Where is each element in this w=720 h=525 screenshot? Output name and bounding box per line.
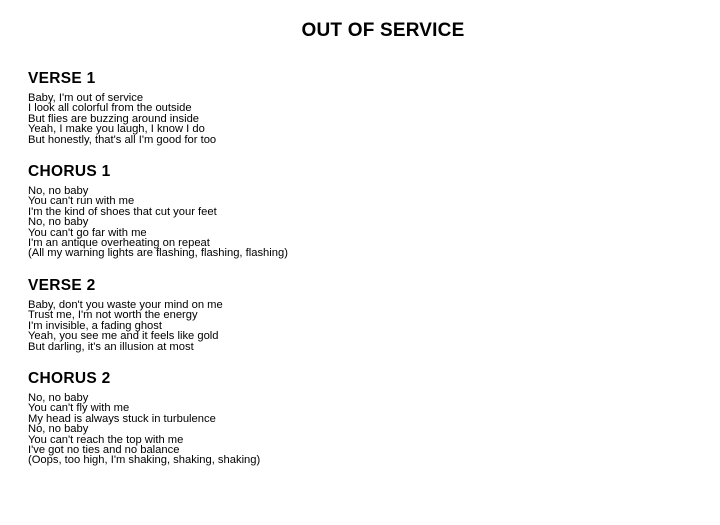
lyric-line: My head is always stuck in turbulence bbox=[28, 412, 216, 425]
section-heading: CHORUS 2 bbox=[28, 370, 111, 387]
lyric-line: You can't go far with me bbox=[28, 226, 147, 239]
lyric-line: I've got no ties and no balance bbox=[28, 444, 180, 457]
lyric-line: I'm an antique overheating on repeat bbox=[28, 237, 210, 250]
section-verse-1 bbox=[28, 70, 216, 145]
lyric-line: But honestly, that's all I'm good for too bbox=[28, 133, 217, 146]
section-verse-2 bbox=[28, 277, 223, 352]
lyric-line: No, no baby bbox=[28, 185, 89, 197]
lyric-line: (All my warning lights are flashing, flashing, flashing) bbox=[28, 247, 288, 260]
lyric-line: But darling, it's an illusion at most bbox=[28, 340, 194, 353]
lyric-line: Baby, I'm out of service bbox=[28, 92, 144, 104]
lyric-lines bbox=[28, 393, 260, 466]
section-heading: CHORUS 1 bbox=[28, 163, 111, 180]
lyric-line: You can't reach the top with me bbox=[28, 433, 184, 446]
section-heading: VERSE 2 bbox=[28, 277, 96, 294]
lyric-line: I look all colorful from the outside bbox=[28, 102, 192, 115]
lyric-line: Yeah, I make you laugh, I know I do bbox=[28, 123, 205, 136]
lyric-line: No, no baby bbox=[28, 216, 89, 229]
lyric-line: Yeah, you see me and it feels like gold bbox=[28, 330, 219, 343]
lyric-lines bbox=[28, 93, 216, 145]
lyric-line: Baby, don't you waste your mind on me bbox=[28, 299, 223, 311]
lyric-line: I'm the kind of shoes that cut your feet bbox=[28, 205, 217, 218]
page-title: OUT OF SERVICE bbox=[301, 20, 465, 41]
section-chorus-1 bbox=[28, 163, 288, 259]
lyric-lines bbox=[28, 186, 288, 259]
lyric-line: No, no baby bbox=[28, 392, 89, 404]
lyric-line: (Oops, too high, I'm shaking, shaking, shaking) bbox=[28, 454, 261, 467]
lyric-line: You can't run with me bbox=[28, 195, 135, 208]
lyric-lines bbox=[28, 300, 223, 352]
lyric-line: But flies are buzzing around inside bbox=[28, 112, 200, 125]
lyric-line: I'm invisible, a fading ghost bbox=[28, 319, 162, 332]
lyric-line: Trust me, I'm not worth the energy bbox=[28, 309, 198, 322]
section-chorus-2 bbox=[28, 370, 260, 466]
lyric-line: You can't fly with me bbox=[28, 402, 130, 415]
section-heading: VERSE 1 bbox=[28, 70, 96, 87]
lyric-line: No, no baby bbox=[28, 423, 89, 436]
